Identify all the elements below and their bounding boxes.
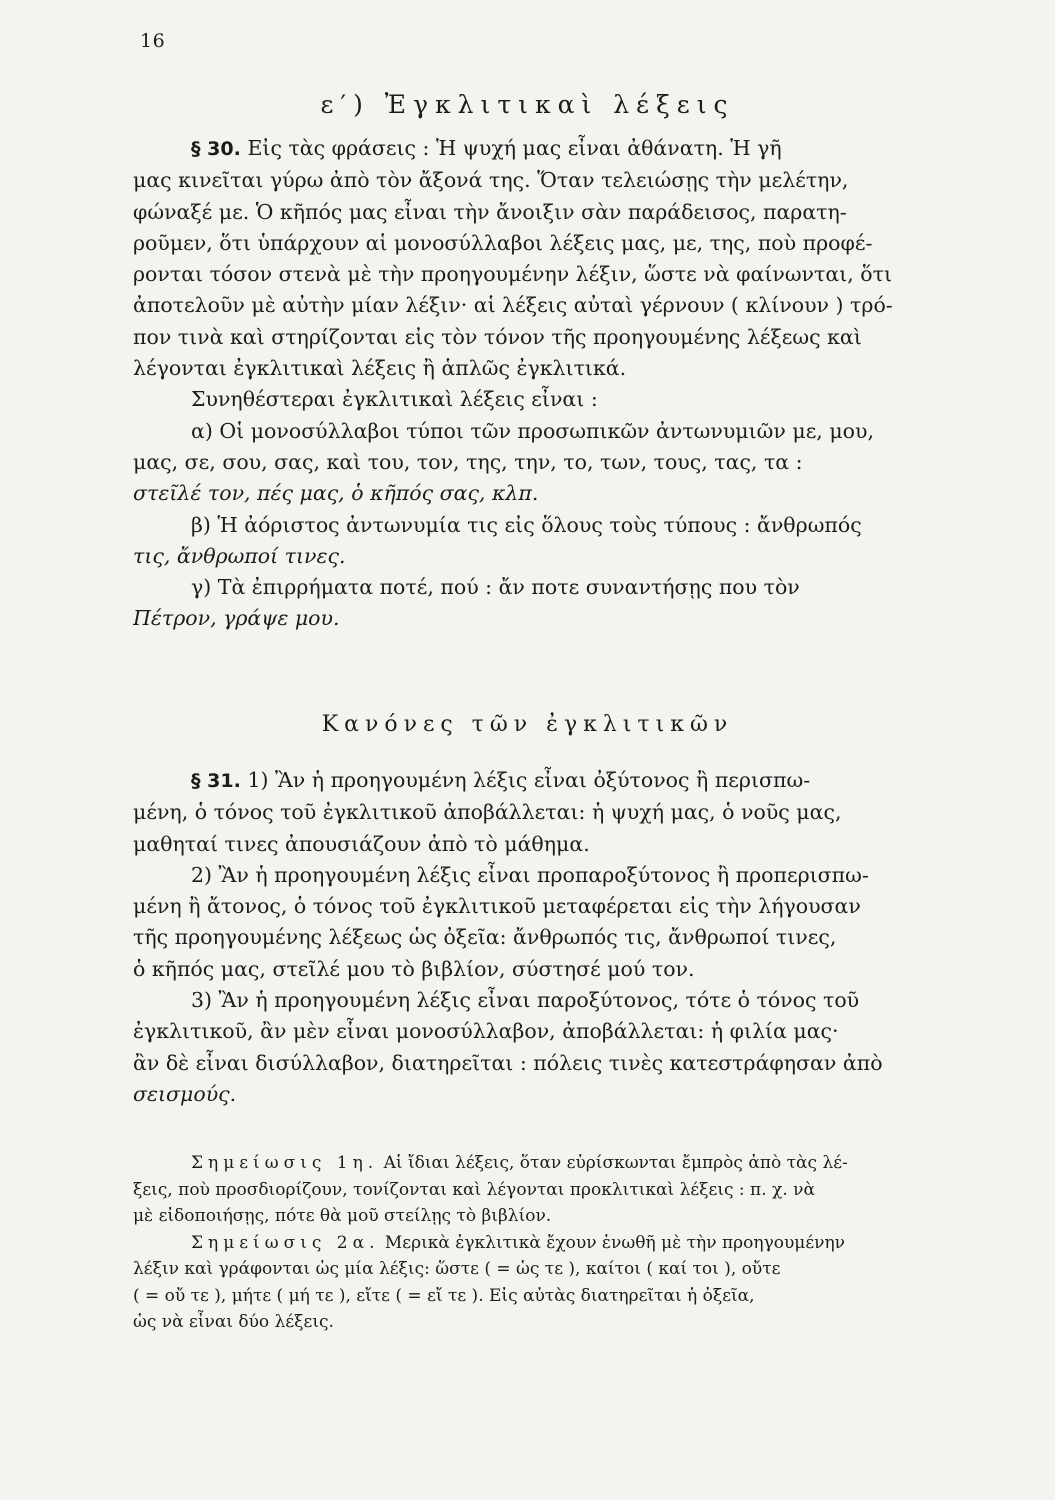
note-2-line: ( = οὔ τε ), μήτε ( μή τε ), εἴτε ( = εἴ τε ). Εἰς αὐτὰς διατηρεῖται ἡ ὀξεῖα, <box>133 1285 755 1306</box>
section-31-line: σεισμούς. <box>133 1081 237 1106</box>
section-30-body <box>133 133 963 635</box>
section-heading-enclitics: ε′) Ἐγκλιτικαὶ λέξεις <box>320 90 735 119</box>
section-30-line: ἀποτελοῦν μὲ αὐτὴν μίαν λέξιν· αἱ λέξεις αὐταὶ γέρνουν ( κλίνουν ) τρό- <box>133 293 893 318</box>
section-30-line: Πέτρον, γράψε μου. <box>133 606 340 631</box>
section-30-line: β) Ἡ ἀόριστος ἀντωνυμία τις εἰς ὅλους τοὺς τύπους : ἄνθρωπός <box>191 512 862 537</box>
note-2-label: Σημείωσις 2α. <box>191 1232 380 1253</box>
section-30-label: § 30. <box>191 138 241 160</box>
section-30-line: ροῦμεν, ὅτι ὑπάρχουν αἱ μονοσύλλαβοι λέξεις μας, με, της, ποὺ προφέ- <box>133 230 873 255</box>
section-31-line: 3) Ἂν ἡ προηγουμένη λέξις εἶναι παροξύτονος, τότε ὁ τόνος τοῦ <box>191 988 860 1013</box>
section-30-line: λέγονται ἐγκλιτικαὶ λέξεις ἢ ἁπλῶς ἐγκλιτικά. <box>133 356 627 381</box>
section-30-line: φώναξέ με. Ὁ κῆπός μας εἶναι τὴν ἄνοιξιν σὰν παράδεισος, παρατη- <box>133 199 847 224</box>
section-31-line: μαθηταί τινες ἀπουσιάζουν ἀπὸ τὸ μάθημα. <box>133 831 590 856</box>
note-2-line: ὡς νὰ εἶναι δύο λέξεις. <box>133 1312 334 1332</box>
note-1-line: ξεις, ποὺ προσδιορίζουν, τονίζονται καὶ λέγονται προκλιτικαὶ λέξεις : π. χ. νὰ <box>133 1179 815 1200</box>
section-31-label: § 31. <box>191 770 241 792</box>
section-31-body <box>133 765 963 1110</box>
section-30-line: α) Οἱ μονοσύλλαβοι τύποι τῶν προσωπικῶν ἀντωνυμιῶν με, μου, <box>191 418 874 443</box>
notes-block <box>133 1150 963 1336</box>
page-number: 16 <box>140 30 166 52</box>
section-31-line: § 31. 1) Ἂν ἡ προηγουμένη λέξις εἶναι ὀξύτονος ἢ περισπω- <box>191 768 811 792</box>
section-30-line: Συνηθέστεραι ἐγκλιτικαὶ λέξεις εἶναι : <box>191 387 598 412</box>
section-30-line: μας κινεῖται γύρω ἀπὸ τὸν ἄξονά της. Ὅταν τελειώσῃς τὴν μελέτην, <box>133 168 849 193</box>
section-31-line: ὁ κῆπός μας, στεῖλέ μου τὸ βιβλίον, σύστησέ μού τον. <box>133 956 695 981</box>
section-31-line: τῆς προηγουμένης λέξεως ὡς ὀξεῖα: ἄνθρωπός τις, ἄνθρωποί τινες, <box>133 925 837 950</box>
section-30-line: πον τινὰ καὶ στηρίζονται εἰς τὸν τόνον τῆς προηγουμένης λέξεως καὶ <box>133 324 862 349</box>
section-31-line: μένη ἢ ἄτονος, ὁ τόνος τοῦ ἐγκλιτικοῦ μεταφέρεται εἰς τὴν λήγουσαν <box>133 894 861 919</box>
note-1-line: Σημείωσις 1η. Αἱ ἴδιαι λέξεις, ὅταν εὑρίσκωνται ἔμπρὸς ἀπὸ τὰς λέ- <box>191 1153 848 1173</box>
note-1-label: Σημείωσις 1η. <box>191 1153 379 1173</box>
section-31-line: μένη, ὁ τόνος τοῦ ἐγκλιτικοῦ ἀποβάλλεται: ἡ ψυχή μας, ὁ νοῦς μας, <box>133 800 842 825</box>
section-31-line: 2) Ἂν ἡ προηγουμένη λέξις εἶναι προπαροξύτονος ἢ προπερισπω- <box>191 862 869 887</box>
section-heading-rules: Κανόνες τῶν ἐγκλιτικῶν <box>321 712 734 737</box>
section-30-line: τις, ἄνθρωποί τινες. <box>133 543 346 568</box>
section-30-line: ρονται τόσον στενὰ μὲ τὴν προηγουμένην λέξιν, ὥστε νὰ φαίνωνται, ὅτι <box>133 262 892 287</box>
note-1-line: μὲ εἰδοποιήσῃς, πότε θὰ μοῦ στείλῃς τὸ βιβλίον. <box>133 1206 552 1226</box>
section-31-line: ἂν δὲ εἶναι δισύλλαβον, διατηρεῖται : πόλεις τινὲς κατεστράφησαν ἀπὸ <box>133 1050 883 1075</box>
section-30-line: μας, σε, σου, σας, καὶ του, τον, της, την, το, των, τους, τας, τα : <box>133 449 803 474</box>
note-2-line: Σημείωσις 2α. Μερικὰ ἐγκλιτικὰ ἔχουν ἑνωθῆ μὲ τὴν προηγουμένην <box>191 1232 846 1253</box>
section-30-line: γ) Τὰ ἐπιρρήματα ποτέ, πού : ἄν ποτε συναντήσῃς που τὸν <box>191 575 800 600</box>
section-30-line: στεῖλέ τον, πές μας, ὁ κῆπός σας, κλπ. <box>133 481 539 506</box>
section-30-line: § 30. Εἰς τὰς φράσεις : Ἡ ψυχή μας εἶναι ἀθάνατη. Ἡ γῆ <box>191 136 782 160</box>
note-2-line: λέξιν καὶ γράφονται ὡς μία λέξις: ὥστε ( = ὡς τε ), καίτοι ( καί τοι ), οὔτε <box>133 1259 781 1279</box>
section-31-line: ἐγκλιτικοῦ, ἂν μὲν εἶναι μονοσύλλαβον, ἀποβάλλεται: ἡ φιλία μας· <box>133 1019 839 1044</box>
